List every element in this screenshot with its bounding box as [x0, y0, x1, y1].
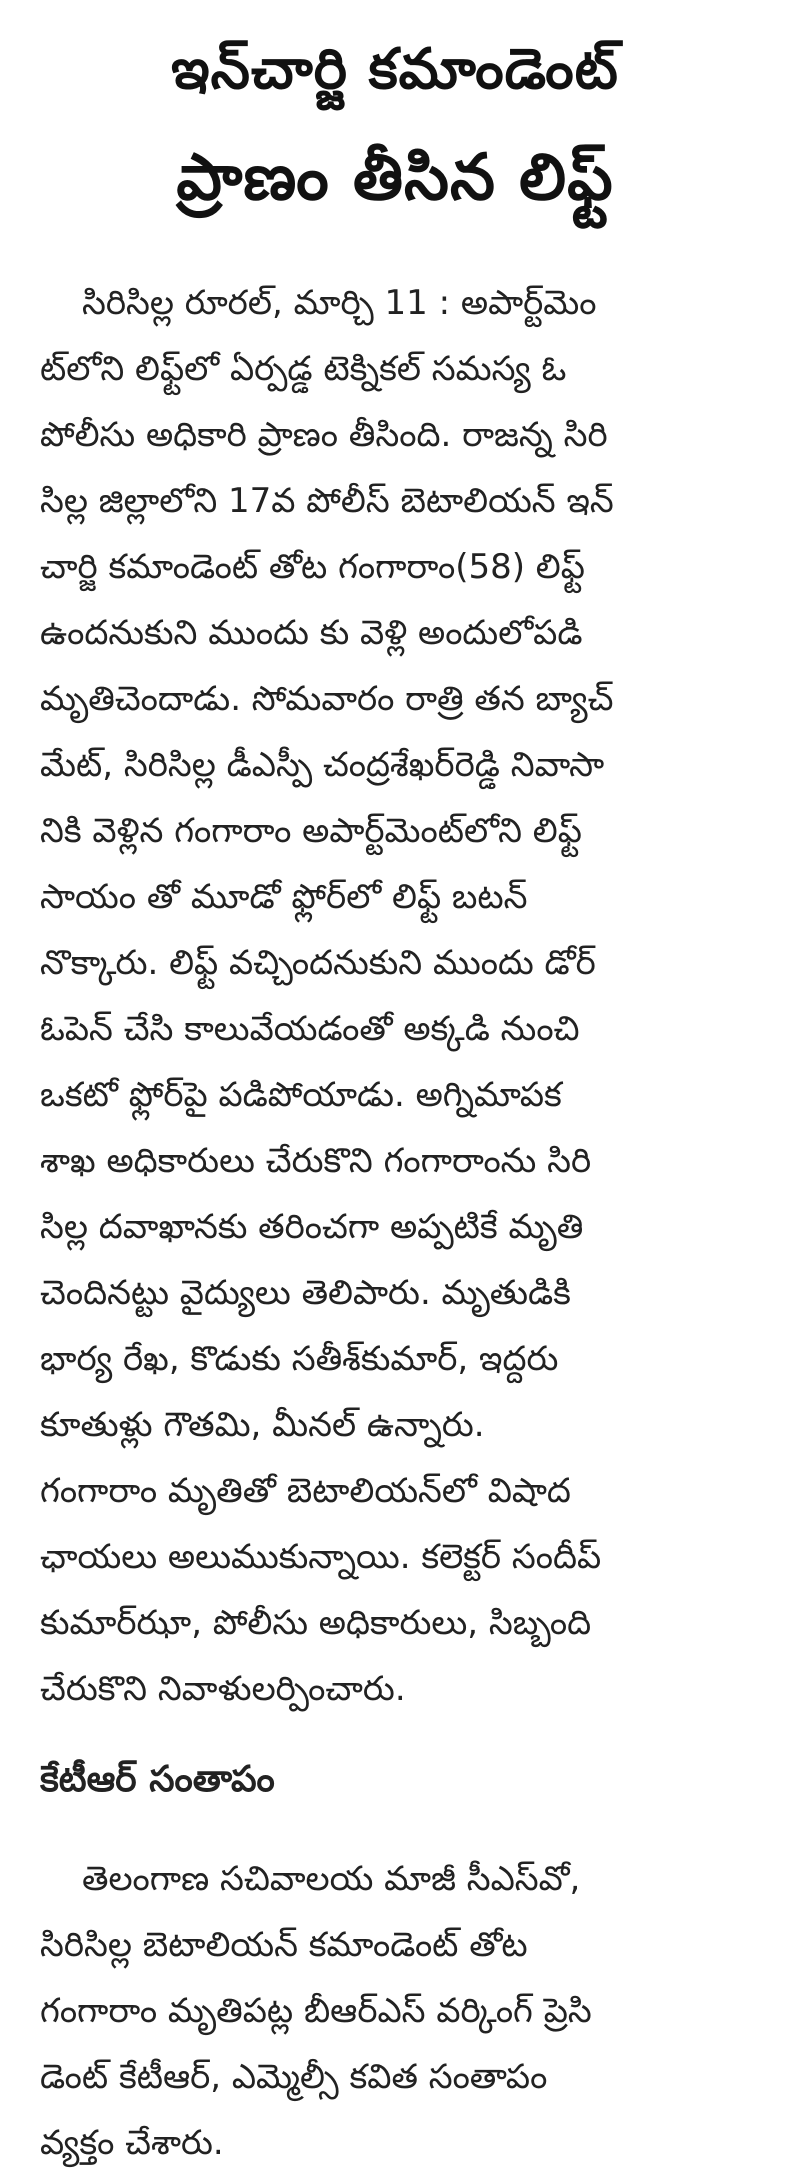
subsection-body [40, 1846, 730, 2176]
article-line: ఛాయలు అలుముకున్నాయి. కలెక్టర్ సందీప్ [40, 1537, 602, 1577]
article-line: మృతిచెందాడు. సోమవారం రాత్రి తన బ్యాచ్ [40, 679, 614, 719]
article-line: చేరుకొని నివాళులర్పించారు. [40, 1669, 406, 1709]
article-line: కూతుళ్లు గౌతమి, మీనల్ ఉన్నారు. [40, 1405, 485, 1445]
subsection-heading: కేటీఆర్ సంతాపం [40, 1759, 275, 1800]
article-line: శాఖ అధికారులు చేరుకొని గంగారాంను సిరి [40, 1141, 592, 1181]
article-line: చార్జి కమాండెంట్ తోట గంగారాం(58) లిఫ్ట్ [40, 547, 585, 587]
article-line: గంగారాం మృతితో బెటాలియన్‌లో విషాద [40, 1471, 571, 1511]
article-line: సిల్ల జిల్లాలోని 17వ పోలీస్ బెటాలియన్ ఇన్ [40, 481, 614, 521]
subsection-line: సిరిసిల్ల బెటాలియన్ కమాండెంట్ తోట [40, 1924, 528, 1965]
article-line: నొక్కారు. లిఫ్ట్ వచ్చిందనుకుని ముందు డోర్ [40, 943, 596, 983]
subsection-line: డెంట్ కేటీఆర్, ఎమ్మెల్సీ కవిత సంతాపం [40, 2056, 548, 2097]
article-line: ఓపెన్ చేసి కాలువేయడంతో అక్కడి నుంచి [40, 1009, 580, 1049]
subsection-line: తెలంగాణ సచివాలయ మాజీ సీఎస్‌వో, [82, 1858, 581, 1899]
article-line: ఒకటో ఫ్లోర్‌పై పడిపోయాడు. అగ్నిమాపక [40, 1075, 562, 1115]
headline-line-1: ఇన్‌చార్జి కమాండెంట్ [171, 37, 619, 102]
article-line: చెందినట్టు వైద్యులు తెలిపారు. మృతుడికి [40, 1273, 571, 1313]
article-line: భార్య రేఖ, కొడుకు సతీశ్‌కుమార్, ఇద్దరు [40, 1339, 559, 1379]
headline-line-2: ప్రాణం తీసిన లిఫ్ట్ [176, 141, 614, 215]
article-line: మేట్, సిరిసిల్ల డీఎస్పీ చంద్రశేఖర్‌రెడ్డి నివాసా [40, 745, 605, 785]
article-line: పోలీసు అధికారి ప్రాణం తీసింది. రాజన్న సిరి [40, 415, 608, 455]
article-line: సిరిసిల్ల రూరల్, మార్చి 11 : అపార్ట్‌మెం [82, 283, 597, 323]
article-line: ట్‌లోని లిఫ్ట్‌లో ఏర్పడ్డ టెక్నికల్ సమస్య ఓ [40, 349, 567, 389]
article-line: కుమార్‌ఝా, పోలీసు అధికారులు, సిబ్బంది [40, 1603, 592, 1643]
subsection-line: గంగారాం మృతిపట్ల బీఆర్‌ఎస్ వర్కింగ్ ప్రెసి [40, 1990, 592, 2031]
article-line: ఉందనుకుని ముందు కు వెళ్లి అందులోపడి [40, 613, 583, 653]
article-line: నికి వెళ్లిన గంగారాం అపార్ట్‌మెంట్‌లోని లిఫ్ట్ [40, 811, 582, 851]
article-line: సిల్ల దవాఖానకు తరించగా అప్పటికే మృతి [40, 1207, 584, 1247]
article-line: సాయం తో మూడో ఫ్లోర్‌లో లిఫ్ట్ బటన్ [40, 877, 528, 917]
subsection-line: వ్యక్తం చేశారు. [40, 2122, 224, 2163]
article-body [40, 270, 730, 1722]
